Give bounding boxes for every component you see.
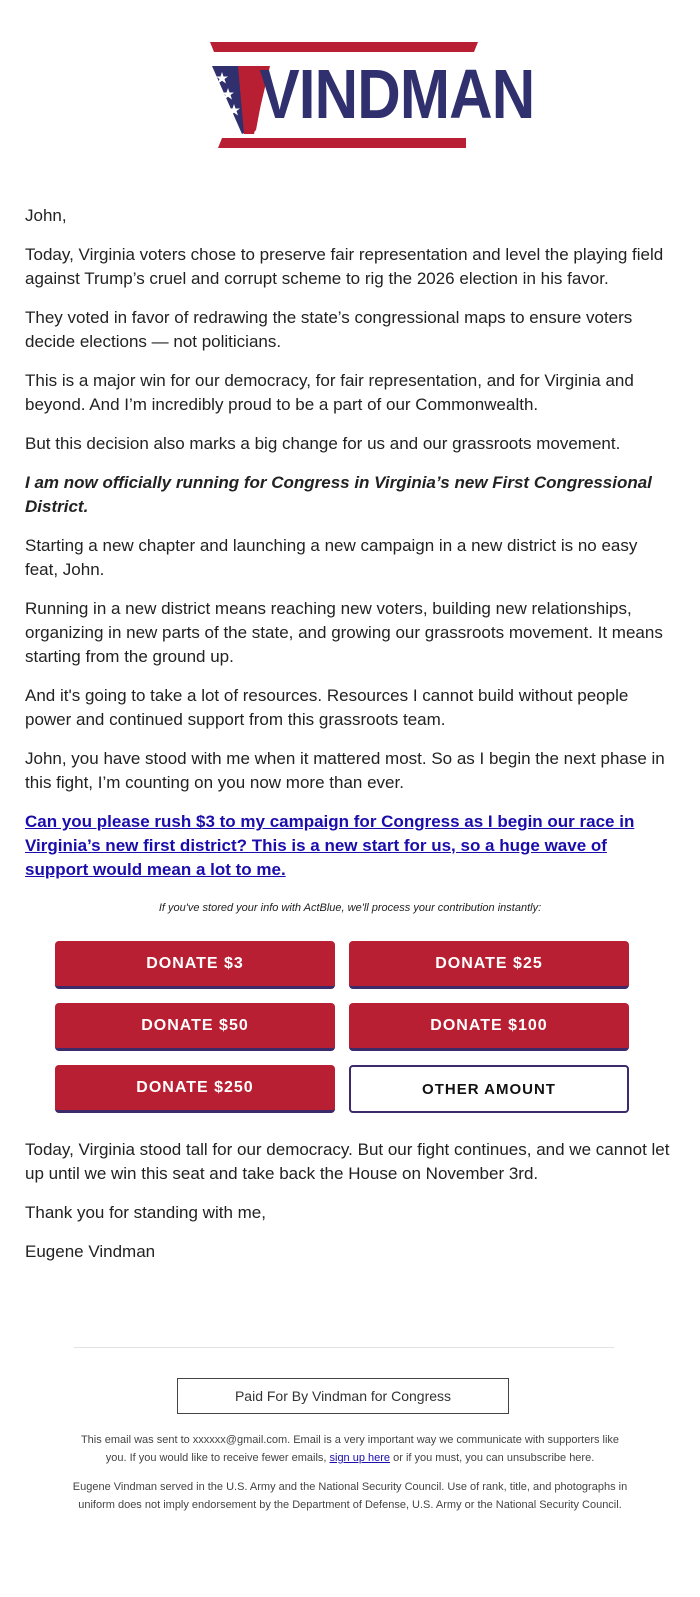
paragraph-6: Starting a new chapter and launching a new campaign in a new district is no easy feat, John.	[25, 536, 638, 579]
footer-divider	[74, 1347, 614, 1348]
paid-for-box: Paid For By Vindman for Congress	[177, 1378, 509, 1414]
footer-notice-text: This email was sent to xxxxxx@gmail.com. Email is a very important way we communicate with supporters like you. If you would like to receive fewer emails,	[80, 1434, 620, 1464]
donate-cta-link[interactable]: Can you please rush $3 to my campaign for Congress as I begin our race in Virginia’s new first district? This is a new start for us, so a huge wave of support would mean a lot to me.	[25, 812, 635, 879]
greeting: John,	[25, 206, 67, 225]
donate-3-button[interactable]: DONATE $3	[55, 941, 335, 989]
footer-disclaimer: Eugene Vindman served in the U.S. Army and the National Security Council. Use of rank, title, and photographs in uniform does not imply endorsement by the Department of Defense, U.S. Army or the National Security Council.	[72, 1481, 628, 1511]
vindman-logo[interactable]	[204, 38, 535, 156]
footer-notice	[70, 1431, 630, 1467]
cta-paragraph	[25, 810, 670, 882]
footer	[70, 1431, 630, 1525]
letter-body	[25, 204, 670, 897]
donate-100-button[interactable]: DONATE $100	[349, 1003, 629, 1051]
paragraph-9: John, you have stood with me when it mattered most. So as I begin the next phase in this fight, I’m counting on you now more than ever.	[25, 749, 665, 792]
donate-250-button[interactable]: DONATE $250	[55, 1065, 335, 1113]
header	[0, 38, 700, 158]
donate-25-button[interactable]: DONATE $25	[349, 941, 629, 989]
paragraph-3: This is a major win for our democracy, for fair representation, and for Virginia and beyond. And I’m incredibly proud to be a part of our Commonwealth.	[25, 371, 634, 414]
paragraph-8: And it's going to take a lot of resources. Resources I cannot build without people power and continued support from this grassroots team.	[25, 686, 629, 729]
paragraph-7: Running in a new district means reaching new voters, building new relationships, organizing in new parts of the state, and growing our grassroots movement. It means starting from the ground up.	[25, 599, 663, 666]
closing-paragraph: Today, Virginia stood tall for our democracy. But our fight continues, and we cannot let up until we win this seat and take back the House on November 3rd.	[25, 1140, 670, 1183]
sign-up-link[interactable]: sign up here	[329, 1452, 391, 1464]
logo-wordmark	[244, 52, 535, 136]
other-amount-button[interactable]: OTHER AMOUNT	[349, 1065, 629, 1113]
actblue-note: If you've stored your info with ActBlue, we'll process your contribution instantly:	[158, 902, 542, 914]
paragraph-4: But this decision also marks a big change for us and our grassroots movement.	[25, 434, 621, 453]
donate-50-button[interactable]: DONATE $50	[55, 1003, 335, 1051]
logo-text: VINDMAN	[259, 55, 535, 133]
footer-notice-text-end: or if you must, you can unsubscribe here.	[390, 1452, 595, 1464]
closing-section	[25, 1138, 670, 1279]
paragraph-1: Today, Virginia voters chose to preserve fair representation and level the playing field against Trump’s cruel and corrupt scheme to rig the 2026 election in his favor.	[25, 245, 664, 288]
paragraph-2: They voted in favor of redrawing the state’s congressional maps to ensure voters decide elections — not politicians.	[25, 308, 633, 351]
announcement-paragraph: I am now officially running for Congress in Virginia’s new First Congressional District.	[25, 473, 652, 516]
signature: Eugene Vindman	[25, 1242, 156, 1261]
sign-off: Thank you for standing with me,	[25, 1203, 266, 1222]
